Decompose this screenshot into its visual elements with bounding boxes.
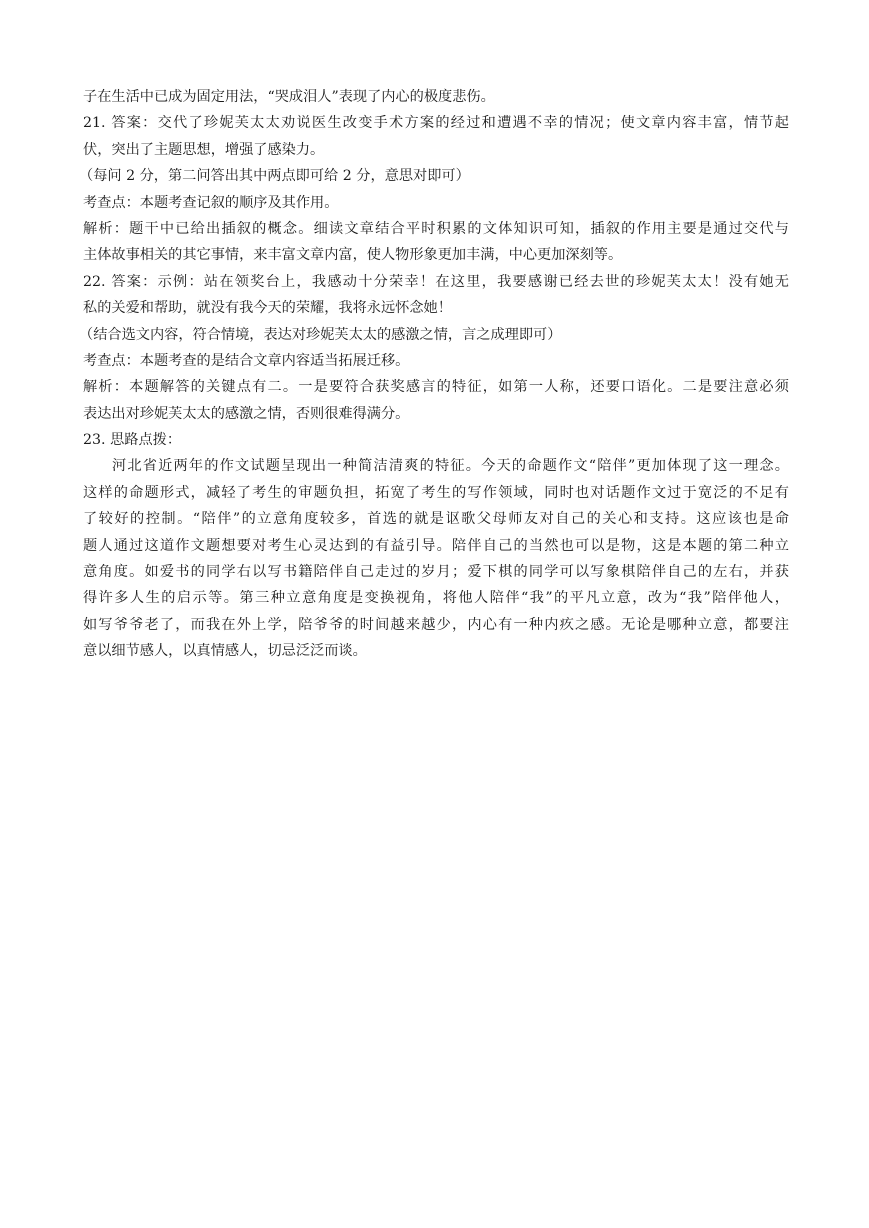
text-line: 考查点：本题考查的是结合文章内容适当拓展迁移。: [83, 352, 410, 369]
text-line: （结合选文内容，符合情境，表达对珍妮芙太太的感激之情，言之成理即可）: [79, 326, 562, 343]
text-line: 解析：本题解答的关键点有二。一是要符合获奖感言的特征，如第一人称，还要口语化。二是要注意必须: [83, 379, 789, 396]
text-line: 私的关爱和帮助，就没有我今天的荣耀，我将永远怀念她！: [83, 300, 452, 317]
text-line: 如写爷爷老了，而我在外上学，陪爷爷的时间越来越少，内心有一种内疚之感。无论是哪种立意，都要注: [83, 616, 789, 633]
text-line: 题人通过这道作文题想要对考生心灵达到的有益引导。陪伴自己的当然也可以是物，这是本题的第二种立: [83, 537, 789, 554]
text-line: 子在生活中已成为固定用法，“哭成泪人”表现了内心的极度悲伤。: [83, 89, 495, 105]
text-line: 意角度。如爱书的同学右以写书籍陪伴自己走过的岁月；爱下棋的同学可以写象棋陪伴自己的左右，并获: [83, 564, 789, 581]
text-line: 这样的命题形式，减轻了考生的审题负担，拓宽了考生的写作领域，同时也对话题作文过于宽泛的不足有: [83, 484, 789, 501]
answer-key-page: [79, 84, 789, 665]
text-line: 意以细节感人，以真情感人，切忌泛泛而谈。: [83, 643, 367, 660]
text-line: 21. 答案：交代了珍妮芙太太劝说医生改变手术方案的经过和遭遇不幸的情况；使文章内容丰富，情节起: [83, 115, 789, 132]
text-line: （每问 2 分，第二问答出其中两点即可给 2 分，意思对即可）: [79, 168, 470, 185]
text-line: 了较好的控制。“陪伴”的立意角度较多，首选的就是讴歌父母师友对自己的关心和支持。这应该也是命: [83, 511, 789, 528]
text-line: 河北省近两年的作文试题呈现出一种简洁清爽的特征。今天的命题作文“陪伴”更加体现了这一理念。: [112, 458, 789, 475]
text-line: 伏，突出了主题思想，增强了感染力。: [83, 141, 325, 158]
text-line: 主体故事相关的其它事情，来丰富文章内富，使人物形象更加丰满，中心更加深刻等。: [83, 247, 623, 264]
text-line: 得许多人生的启示等。第三种立意角度是变换视角，将他人陪伴“我”的平凡立意，改为“我”陪伴他人，: [83, 590, 789, 607]
text-line: 解析：题干中已给出插叙的概念。细读文章结合平时积累的文体知识可知，插叙的作用主要是通过交代与: [83, 220, 789, 237]
text-line: 考查点：本题考查记叙的顺序及其作用。: [83, 194, 339, 211]
text-line: 22. 答案：示例：站在领奖台上，我感动十分荣幸！在这里，我要感谢已经去世的珍妮芙太太！没有她无: [83, 273, 789, 290]
text-line: 23. 思路点拨：: [83, 432, 182, 449]
text-line: 表达出对珍妮芙太太的感激之情，否则很难得满分。: [83, 405, 410, 422]
